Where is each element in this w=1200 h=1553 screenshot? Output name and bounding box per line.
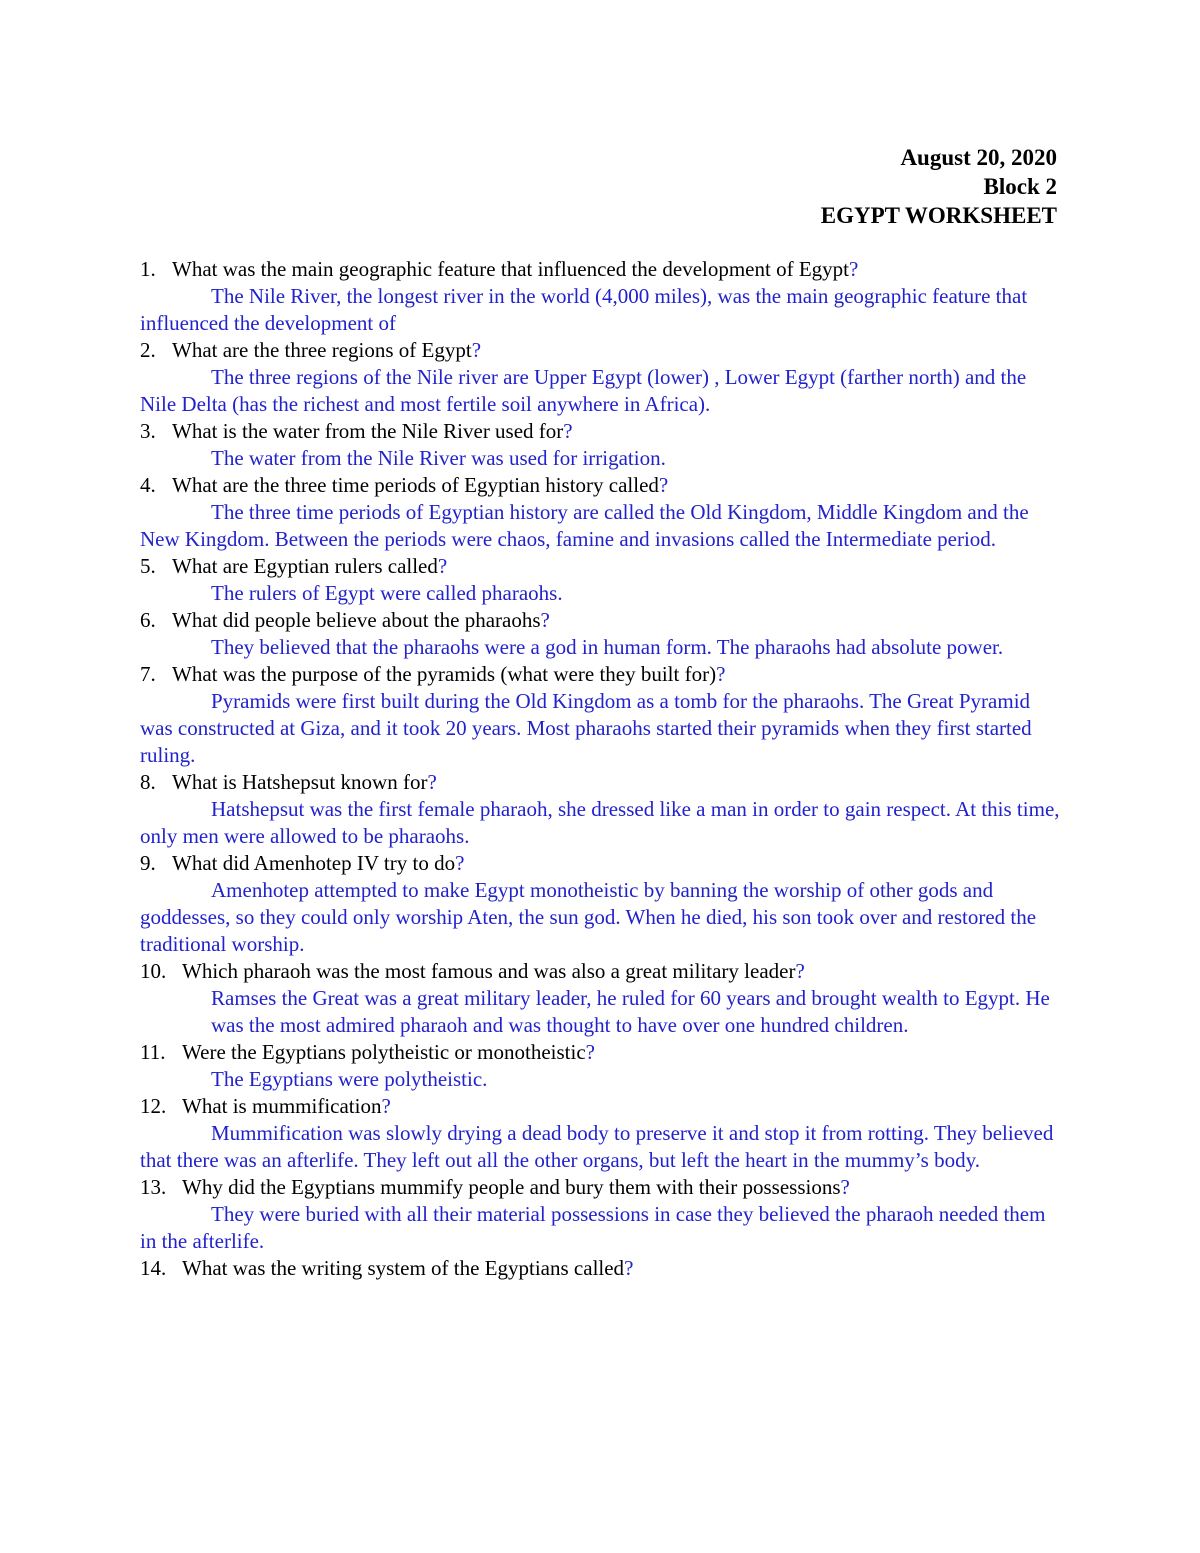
question-text: What was the main geographic feature that influenced the development of Egypt — [172, 257, 849, 281]
answer-8: Hatshepsut was the first female pharaoh, she dressed like a man in order to gain respect. At this time, only men were allowed to be pharaohs. — [140, 797, 1060, 848]
question-number: 4. — [140, 473, 156, 497]
question-11 — [140, 1039, 1060, 1066]
question-number: 2. — [140, 338, 156, 362]
answer-5: The rulers of Egypt were called pharaohs. — [211, 581, 563, 605]
question-mark: ? — [381, 1094, 391, 1118]
question-mark: ? — [437, 554, 448, 578]
question-10 — [140, 958, 1060, 985]
header-title: EGYPT WORKSHEET — [820, 203, 1057, 228]
question-number: 5. — [140, 554, 156, 578]
header-block: Block 2 — [983, 174, 1057, 199]
answer-2: The three regions of the Nile river are Upper Egypt (lower) , Lower Egypt (farther north) and the Nile Delta (has the richest and most fertile soil anywhere in Africa). — [140, 365, 1027, 416]
question-mark: ? — [563, 419, 573, 443]
question-number: 10. — [140, 959, 167, 983]
question-2 — [140, 337, 1060, 364]
question-number: 8. — [140, 770, 156, 794]
question-text: What is the water from the Nile River used for — [172, 419, 564, 443]
answer-10: Ramses the Great was a great military leader, he ruled for 60 years and brought wealth to Egypt. He was the most admired pharaoh and was thought to have over one hundred children. — [211, 986, 1050, 1037]
question-13 — [140, 1174, 1060, 1201]
question-12 — [140, 1093, 1060, 1120]
question-text: What did Amenhotep IV try to do — [172, 851, 456, 875]
question-text: Which pharaoh was the most famous and was also a great military leader — [182, 959, 796, 983]
question-mark: ? — [455, 851, 465, 875]
question-mark: ? — [540, 608, 550, 632]
question-7 — [140, 661, 1060, 688]
worksheet-content — [140, 256, 1060, 1282]
question-number: 6. — [140, 608, 156, 632]
answer-9: Amenhotep attempted to make Egypt monotheistic by banning the worship of other gods and goddesses, so they could only worship Aten, the sun god. When he died, his son took over and restored the traditional worship. — [140, 878, 1037, 956]
question-number: 13. — [140, 1175, 167, 1199]
question-mark: ? — [427, 770, 437, 794]
question-number: 1. — [140, 257, 156, 281]
question-text: What did people believe about the pharaohs — [172, 608, 541, 632]
question-6 — [140, 607, 1060, 634]
question-mark: ? — [471, 338, 482, 362]
question-number: 11. — [140, 1040, 166, 1064]
question-4 — [140, 472, 1060, 499]
question-mark: ? — [716, 662, 726, 686]
question-9 — [140, 850, 1060, 877]
answer-11: The Egyptians were polytheistic. — [211, 1067, 488, 1091]
question-mark: ? — [795, 959, 805, 983]
question-1 — [140, 256, 1060, 283]
answer-1: The Nile River, the longest river in the world (4,000 miles), was the main geographic feature that influenced the development of — [140, 284, 1028, 335]
answer-3: The water from the Nile River was used for irrigation. — [211, 446, 666, 470]
answer-7: Pyramids were first built during the Old Kingdom as a tomb for the pharaohs. The Great Pyramid was constructed at Giza, and it took 20 years. Most pharaohs started their pyramids when they first started ruling. — [140, 689, 1032, 767]
question-mark: ? — [849, 257, 859, 281]
question-mark: ? — [840, 1175, 850, 1199]
question-text: What are the three time periods of Egyptian history called — [172, 473, 659, 497]
answer-4: The three time periods of Egyptian history are called the Old Kingdom, Middle Kingdom and the New Kingdom. Between the periods were chaos, famine and invasions called the Intermediate period. — [140, 500, 1029, 551]
question-text: What are the three regions of Egypt — [172, 338, 472, 362]
answer-12: Mummification was slowly drying a dead body to preserve it and stop it from rotting. They believed that there was an afterlife. They left out all the other organs, but left the heart in the mummy’s body. — [140, 1121, 1054, 1172]
question-3 — [140, 418, 1060, 445]
question-text: What are Egyptian rulers called — [172, 554, 438, 578]
question-number: 12. — [140, 1094, 167, 1118]
question-text: What is mummification — [182, 1094, 382, 1118]
document-header — [821, 143, 1057, 230]
question-mark: ? — [585, 1040, 595, 1064]
question-mark: ? — [624, 1256, 634, 1280]
question-number: 7. — [140, 662, 156, 686]
answer-6: They believed that the pharaohs were a god in human form. The pharaohs had absolute power. — [211, 635, 1004, 659]
question-number: 14. — [140, 1256, 167, 1280]
question-text: Why did the Egyptians mummify people and bury them with their possessions — [182, 1175, 841, 1199]
question-text: What was the purpose of the pyramids (what were they built for) — [172, 662, 717, 686]
question-mark: ? — [658, 473, 669, 497]
question-14 — [140, 1255, 1060, 1282]
question-text: Were the Egyptians polytheistic or monotheistic — [182, 1040, 586, 1064]
header-date: August 20, 2020 — [900, 145, 1057, 170]
answer-13: They were buried with all their material possessions in case they believed the pharaoh needed them in the afterlife. — [140, 1202, 1046, 1253]
question-number: 3. — [140, 419, 156, 443]
question-text: What is Hatshepsut known for — [172, 770, 428, 794]
question-8 — [140, 769, 1060, 796]
question-text: What was the writing system of the Egyptians called — [182, 1256, 625, 1280]
question-number: 9. — [140, 851, 156, 875]
question-5 — [140, 553, 1060, 580]
